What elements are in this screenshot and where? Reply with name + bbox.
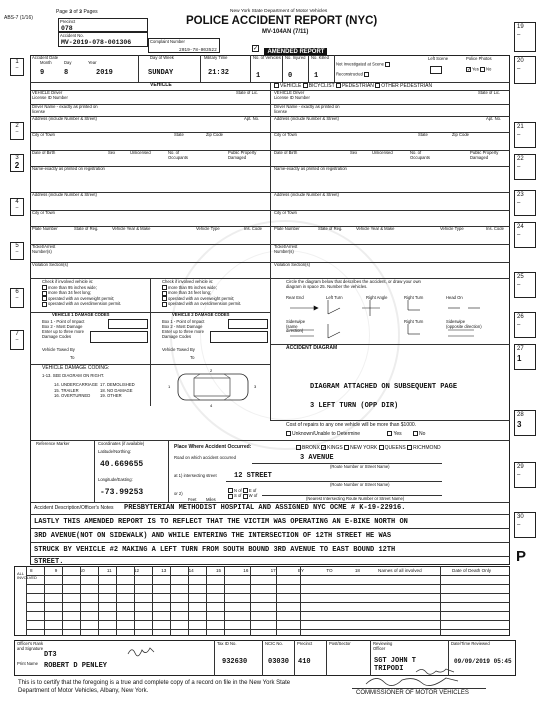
v2-zip-label: Zip Code [452,132,469,137]
accident-diagram-title: ACCIDENT DIAGRAM [286,345,338,351]
damage-codes-right: 17. DEMOLISHED 18. NO DAMAGE 19. OTHER [100,382,135,399]
v2-damage-box-labels: Box 1 - Point of Impact Box 2 - Most Damage [162,319,205,330]
accident-day: 8 [64,69,69,77]
tax-id-value: 932630 [222,658,248,666]
v2-ins-code-label: Ins. Code [486,226,504,231]
v1-city-label: City or Town [32,132,55,137]
v1-sex-label: Sex [108,150,116,155]
v2-sex-label: Sex [350,150,358,155]
svg-text:3: 3 [254,384,257,389]
num-vehicles: 1 [256,72,261,80]
diagram-right-angle: Right Angle [366,295,388,300]
v2-year-make-label: Vehicle Year & Make [356,226,395,231]
v2-violation-label: Violation Section(s) [274,262,311,267]
left-box-7: 7 – [10,330,24,350]
v2-dob-label: Date of Birth [274,150,298,155]
precinct-box: Precinct 078 [58,18,148,32]
description-label: Accident Description/Officer's Notes [34,505,114,511]
right-box-19: 19 – [514,22,536,52]
accident-month: 9 [40,69,45,77]
v2-public-property-label: Public Property Damaged [470,150,499,160]
p-mark: P [516,548,527,565]
vehicle2-type-options[interactable]: VEHICLE BICYCLIST PEDESTRIAN OTHER PEDESTRIAN [274,83,432,89]
v1-year-make-label: Vehicle Year & Make [112,226,151,231]
date-reviewed-label: Date/Time Reviewed [451,641,490,646]
place-occurred-label: Place Where Accident Occurred: [174,444,252,450]
v2-owner-city-label: City or Town [274,210,297,215]
left-box-3: 3 2 [10,154,24,172]
direction-checkboxes[interactable]: N of E of S of W of [228,488,257,499]
v1-towed-by: By [70,347,75,352]
description-line-5: STREET. [34,558,64,566]
feet-label: Feet [188,497,197,502]
road-value: 3 AVENUE [300,454,334,462]
svg-text:1: 1 [168,384,171,389]
v1-license-label: License ID Number [32,95,68,100]
certification-text: This is to certify that the foregoing is a true and complete copy of a record on file in the New York State Department of Motor Vehicles, Albany, New York. [18,680,291,694]
accident-date-label: Accident Date [32,55,59,60]
police-photos-label: Police Photos [466,56,492,61]
v1-enter-three-label: Enter up to three more Damage Codes [42,329,84,339]
v2-towed-to: To [190,355,195,360]
all-involved-side-label: ALL INVOLVED [17,571,37,581]
v2-unlicensed-label: Unlicensed [372,150,393,155]
officer-rank: DT3 [44,651,57,659]
day-label: Day [64,60,72,65]
vehicle-damage-diagram [160,366,266,408]
v2-damage-codes-title: VEHICLE 2 DAMAGE CODES [172,312,230,317]
damage-coding-title: VEHICLE DAMAGE CODING: [42,365,110,371]
diagram-right-turn-2: Right Turn [404,319,424,324]
form-number: MV-104AN (7/11) [262,29,309,35]
grid-column-headers: 8 9 10 11 12 13 14 15 16 17 BY TO 18 [30,568,360,573]
right-box-23: 23 – [514,190,536,216]
description-line-1: PRESBYTERIAN METHODIST HOSPITAL AND ASSIGNED NYC OCME # K-19-22916. [124,504,406,512]
v1-unlicensed-label: Unlicensed [130,150,151,155]
or-label: or 2) [174,491,183,496]
v2-state-reg-label: State of Reg. [318,226,343,231]
v2-owner-name-label: Name-exactly as printed on registration [274,166,347,171]
post-sector-label: Post/Sector [329,641,351,646]
officer-signature [126,644,156,658]
v2-city-label: City or Town [274,132,297,137]
dept-name: New York State Department of Motor Vehicles [230,9,328,14]
v2-address-label: Address (include Number & Street) [274,116,339,121]
v1-violation-label: Violation Section(s) [32,262,69,267]
v2-check-options[interactable]: more than 95 inches wide; more than 34 feet long; operated with an overweight permit; operated with an overdimension permit. [162,285,241,307]
v1-owner-city-label: City or Town [32,210,55,215]
v1-public-property-label: Public Property Damaged [228,150,257,160]
description-line-3: 3RD AVENUE(NOT ON SIDEWALK) AND WHILE ENTERING THE INTERSECTION OF 12TH STREET HE WAS [34,532,392,540]
v2-towed-label: Vehicle Towed [162,347,189,352]
v1-ticket-label: Ticket/Arrest Number(s) [32,244,56,254]
accident-time: 21:32 [208,69,230,77]
day-of-week: SUNDAY [148,69,174,77]
diagram-right-turn: Right Turn [404,295,424,300]
reviewing-officer-label: Reviewing Officer [373,641,393,651]
v1-ins-code-label: Ins. Code [244,226,262,231]
svg-text:2: 2 [210,368,213,373]
date-of-death-label: Date of Death Only [452,568,492,573]
repair-cost-options[interactable]: Unknown/Unable to Determine Yes No [286,431,425,437]
svg-text:4: 4 [210,403,213,408]
accident-year: 2019 [96,69,113,77]
right-box-25: 25 – [514,272,536,298]
v1-address-label: Address (include Number & Street) [32,116,97,121]
diagram-turn-note: 3 LEFT TURN (OPP DIR) [310,402,399,410]
commissioner-label: COMMISSIONER OF MOTOR VEHICLES [356,690,469,696]
report-title: POLICE ACCIDENT REPORT (NYC) [186,15,378,27]
reconstructed-checkbox[interactable]: Reconstructed [336,72,370,77]
v1-check-header: Check if involved vehicle is: [42,279,94,284]
police-photos-yesno[interactable]: ✓Yes No [467,66,492,73]
latitude-label: Latitude/Northing: [98,449,132,454]
road-label: Road on which accident occurred [174,455,236,460]
cross-route-hint: (Route Number or Street Name) [330,482,390,487]
road-route-hint: (Route Number or Street Name) [330,464,390,469]
v1-zip-label: Zip Code [206,132,223,137]
rank-signature-label: Officer's Rank and Signature [17,641,44,651]
officer-print-name: ROBERT D PENLEY [44,662,108,670]
v1-owner-name-label: Name-exactly as printed on registration [32,166,105,171]
date-reviewed-value: 09/09/2019 05:45 [454,658,512,665]
longitude-value: -73.99253 [100,488,144,497]
killed-label: No. Killed [311,55,329,60]
page-indicator: Page 3 of 3 Pages [56,9,98,15]
left-box-5: 5 – [10,242,24,260]
v2-state-lic-label: State of Lic. [478,90,501,95]
footer-precinct-label: Precinct [297,641,313,646]
damage-codes-left: 14. UNDERCARRIAGE 15. TRAILER 16. OVERTURNED [54,382,98,399]
v2-plate-label: Plate Number [274,226,300,231]
left-box-2: 2 – [10,122,24,140]
footer-precinct-value: 410 [298,658,311,666]
diagram-left-turn: Left Turn [326,295,343,300]
v2-license-label: License ID Number [274,95,310,100]
miles-label: Miles [206,497,216,502]
right-box-24: 24 – [514,222,536,248]
right-box-29: 29 – [514,462,536,488]
v2-occupants-label: No. of Occupants [410,150,431,160]
v1-dob-label: Date of Birth [32,150,56,155]
injured-label: No. Injured [285,55,306,60]
diagram-sideswipe-same: Sideswipe (same direction) [286,319,306,334]
commissioner-signature [362,672,462,688]
borough-options[interactable]: BRONX ✓KINGS NEW YORK QUEENS RICHMOND [296,445,441,451]
diagram-instructions: Circle the diagram below that describes the accident, or draw your own diagram in space 25. Number the vehicles. [286,279,421,289]
v2-enter-three-label: Enter up to three more Damage Codes [162,329,204,339]
v1-name-label: Driver Name - exactly as printed on license [32,104,98,114]
print-name-label: Print Name [17,661,38,666]
right-box-26: 26 – [514,312,536,338]
v2-state-label: State [418,132,428,137]
vehicles-label: No. of Vehicles [253,55,281,60]
diagram-attached-note: DIAGRAM ATTACHED ON SUBSEQUENT PAGE [310,383,458,391]
num-killed: 1 [314,72,319,80]
accident-type-diagrams[interactable] [284,294,506,342]
ncic-value: 03030 [268,658,290,666]
right-box-22: 22 – [514,154,536,180]
v1-damage-boxes-12[interactable] [108,319,148,329]
v2-driver-label: VEHICLE Driver [274,90,305,95]
accident-number-box: Accident No. MV-2019-078-001306 [58,32,148,47]
coordinates-label: Coordinates (if available) [98,441,145,446]
right-box-20: 20 – [514,56,536,84]
left-scene-label: Left Scene [428,56,449,61]
involved-grid [14,566,510,636]
year-label: Year [88,60,97,65]
time-label: Military Time [204,55,228,60]
v1-plate-label: Plate Number [32,226,58,231]
v1-owner-address-label: Address (include Number & Street) [32,192,97,197]
left-box-6: 6 – [10,288,24,308]
v1-damage-codes-title: VEHICLE 1 DAMAGE CODES [52,312,110,317]
v1-state-lic-label: State of Lic. [236,90,259,95]
at-label: at 1) intersecting street [174,473,217,478]
names-involved-label: Names of all involved [378,568,422,573]
diagram-rear-end: Rear End [286,295,304,300]
description-line-2: LASTLY THIS AMENDED REPORT IS TO REFLECT THAT THE VICTIM WAS OPERATING AN E-BIKE NORTH ON [34,518,408,526]
v2-apt-label: Apt. No. [486,116,502,121]
cross-street-value: 12 STREET [234,472,272,480]
v1-occupants-label: No. of Occupants [168,150,189,160]
complaint-number-box: Complaint Number 2019-78-003522 [148,38,220,53]
tax-id-label: Tax ID No. [217,641,237,646]
damage-coding-1-13: 1-13. SEE DIAGRAM ON RIGHT. [42,373,105,378]
not-investigated-checkbox[interactable]: Not Investigated at Scene [336,62,391,67]
v1-damage-box-labels: Box 1 - Point of Impact Box 2 - Most Damage [42,319,85,330]
form-tag: ABS-7 (1/16) [4,15,33,21]
right-box-30: 30 – [514,512,536,538]
diagram-sideswipe-opposite: Sideswipe (opposite direction) [446,319,482,329]
num-injured: 0 [288,72,293,80]
nearest-hint: (Nearest Intersecting Route Number or Street Name) [306,496,405,501]
left-box-4: 4 – [10,198,24,216]
v2-damage-codes-extra[interactable] [210,331,268,343]
diagram-head-on: Head On [446,295,463,300]
description-line-4: STRUCK BY VEHICLE #2 MAKING A LEFT TURN FROM SOUTH BOUND 3RD AVENUE TO EAST BOUND 12TH [34,546,396,554]
ncic-label: NCIC No. [265,641,283,646]
v1-damage-codes-extra[interactable] [90,331,148,343]
v1-driver-label: VEHICLE Driver [32,90,63,95]
longitude-label: Longitude/Easting: [98,477,133,482]
v1-apt-label: Apt. No. [244,116,260,121]
v2-towed-by: By [190,347,195,352]
v2-ticket-label: Ticket/Arrest Number(s) [274,244,298,254]
v2-name-label: Driver Name - exactly as printed on license [274,104,340,114]
v1-towed-to: To [70,355,75,360]
reference-marker-label: Reference Marker [36,441,70,446]
v1-vehicle-type-label: Vehicle Type [196,226,220,231]
repair-cost-question: Cost of repairs to any one vehicle will be more than $1000. [286,422,417,428]
left-box-1: 1 – [10,58,24,76]
right-box-21: 21 – [514,122,536,148]
reviewing-officer-name: SGT JOHN T TRIPODI [374,657,417,673]
v1-state-reg-label: State of Reg. [74,226,99,231]
day-of-week-label: Day of Week [150,55,174,60]
v2-damage-boxes-12[interactable] [228,319,268,329]
latitude-value: 40.669655 [100,460,144,469]
left-scene-box[interactable] [430,66,442,74]
v1-towed-label: Vehicle Towed [42,347,69,352]
v2-check-header: Check if involved vehicle is: [162,279,214,284]
amended-report-checkbox[interactable]: ✓ AMENDED REPORT [252,40,327,58]
vehicle1-header: VEHICLE [150,82,172,88]
right-box-27: 27 1 [514,344,536,370]
v2-vehicle-type-label: Vehicle Type [440,226,464,231]
right-box-28: 28 3 [514,410,536,436]
v1-state-label: State [174,132,184,137]
v1-check-options[interactable]: more than 95 inches wide; more than 34 feet long; operated with an overweight permit; operated with an overdimension permit. [42,285,121,307]
v2-owner-address-label: Address (include Number & Street) [274,192,339,197]
month-label: Month [40,60,52,65]
